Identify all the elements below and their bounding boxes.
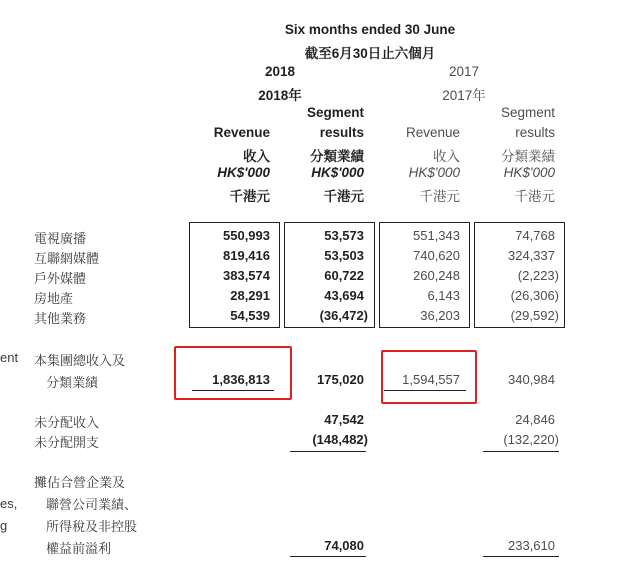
col1-unit-zh: 千港元 bbox=[229, 189, 270, 204]
col3-header-zh: 收入 bbox=[433, 149, 460, 164]
unallocated-value: (148,482) bbox=[312, 432, 368, 447]
segment-label: 其他業務 bbox=[34, 311, 87, 326]
segment-value: 74,768 bbox=[515, 228, 555, 243]
unallocated-underline bbox=[483, 451, 559, 452]
year-2018-zh: 2018年 bbox=[258, 88, 302, 103]
segment-value: 551,343 bbox=[413, 228, 460, 243]
total-label-line1: 本集團總收入及 bbox=[34, 353, 126, 368]
unallocated-label: 未分配開支 bbox=[34, 435, 100, 450]
col4-header: results bbox=[515, 125, 555, 140]
highlight-box bbox=[381, 350, 477, 404]
segment-value: 53,573 bbox=[324, 228, 364, 243]
segment-value: 6,143 bbox=[427, 288, 460, 303]
segment-label: 互聯網媒體 bbox=[34, 251, 100, 266]
col3-header: Revenue bbox=[405, 125, 460, 140]
total-segment-2018: 175,020 bbox=[317, 372, 364, 387]
col4-unit-zh: 千港元 bbox=[514, 189, 555, 204]
segment-value: 260,248 bbox=[413, 268, 460, 283]
segment-value: (29,592) bbox=[510, 308, 559, 323]
segment-value: 54,539 bbox=[230, 308, 270, 323]
profit-label-line: 所得稅及非控股 bbox=[46, 519, 138, 534]
col2-header-zh: 分類業績 bbox=[310, 149, 364, 164]
col2-unit-zh: 千港元 bbox=[323, 189, 364, 204]
segment-value: 60,722 bbox=[324, 268, 364, 283]
cut-off-text: es, bbox=[0, 496, 18, 511]
segment-value: (26,306) bbox=[510, 288, 559, 303]
profit-underline bbox=[290, 556, 366, 557]
segment-value: 36,203 bbox=[420, 308, 460, 323]
col1-header-zh: 收入 bbox=[243, 149, 270, 164]
cut-off-text: ent bbox=[0, 350, 19, 365]
unallocated-value: (132,220) bbox=[503, 432, 559, 447]
total-revenue-2017: 1,594,557 bbox=[402, 372, 460, 387]
year-2017-zh: 2017年 bbox=[442, 88, 486, 103]
col1-unit: HK$'000 bbox=[217, 165, 270, 180]
segment-value: 28,291 bbox=[230, 288, 270, 303]
segment-label: 電視廣播 bbox=[34, 231, 87, 246]
segment-value: 740,620 bbox=[413, 248, 460, 263]
period-title-en: Six months ended 30 June bbox=[284, 22, 456, 37]
profit-2018: 74,080 bbox=[324, 538, 364, 553]
unallocated-underline bbox=[290, 451, 366, 452]
col2-header-line1: Segment bbox=[306, 105, 364, 120]
col2-header: results bbox=[319, 125, 364, 140]
col3-unit: HK$'000 bbox=[408, 165, 460, 180]
segment-value: 53,503 bbox=[324, 248, 364, 263]
profit-2017: 233,610 bbox=[508, 538, 555, 553]
col4-unit: HK$'000 bbox=[503, 165, 555, 180]
col4-header-zh: 分類業績 bbox=[501, 149, 555, 164]
segment-value: 383,574 bbox=[223, 268, 270, 283]
unallocated-value: 24,846 bbox=[515, 412, 555, 427]
unallocated-label: 未分配收入 bbox=[34, 415, 100, 430]
year-2017: 2017 bbox=[448, 64, 480, 79]
profit-label-line: 聯營公司業績、 bbox=[46, 497, 138, 512]
cut-off-text: g bbox=[0, 518, 8, 533]
total-label-line2: 分類業績 bbox=[46, 375, 99, 390]
highlight-box bbox=[174, 346, 292, 400]
segment-label: 房地產 bbox=[34, 291, 74, 306]
col2-unit: HK$'000 bbox=[311, 165, 364, 180]
profit-label-line: 權益前溢利 bbox=[46, 541, 112, 556]
segment-value: 324,337 bbox=[508, 248, 555, 263]
col3-unit-zh: 千港元 bbox=[419, 189, 460, 204]
total-revenue-2018: 1,836,813 bbox=[212, 372, 270, 387]
segment-label: 戶外媒體 bbox=[34, 271, 87, 286]
profit-label-line: 攤佔合營企業及 bbox=[34, 475, 126, 490]
segment-value: (36,472) bbox=[319, 308, 368, 323]
segment-value: 550,993 bbox=[223, 228, 270, 243]
col4-header-line1: Segment bbox=[500, 105, 555, 120]
profit-underline bbox=[483, 556, 559, 557]
segment-value: (2,223) bbox=[517, 268, 559, 283]
unallocated-value: 47,542 bbox=[324, 412, 364, 427]
segment-value: 819,416 bbox=[223, 248, 270, 263]
year-2018: 2018 bbox=[264, 64, 296, 79]
col1-header: Revenue bbox=[213, 125, 270, 140]
period-title-zh: 截至6月30日止六個月 bbox=[304, 46, 436, 61]
total-segment-2017: 340,984 bbox=[508, 372, 555, 387]
segment-value: 43,694 bbox=[324, 288, 364, 303]
